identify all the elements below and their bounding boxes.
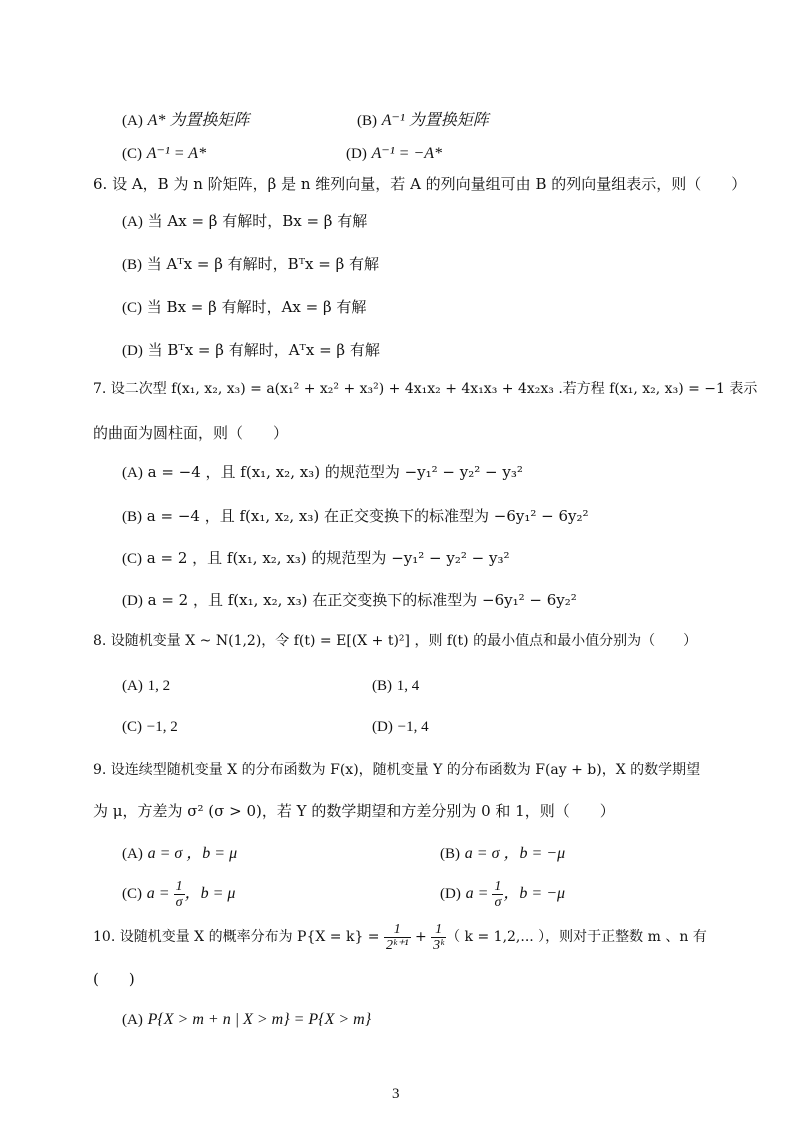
q10-stem-line2: ( ) [93, 970, 135, 988]
q9-stem-line2: 为 μ，方差为 σ² (σ > 0)，若 Y 的数学期望和方差分别为 0 和 1，则（ ） [93, 802, 615, 820]
q5-option-c: (C) A⁻¹ = A* [122, 145, 207, 162]
q9-option-d: (D) a = $\frac{1}{\sigma}$ ，b = −μ [440, 878, 566, 910]
q9-option-a: (A) a = σ ，b = μ [122, 845, 238, 862]
q7-option-c: (C) a = 2 ，且 f(x₁, x₂, x₃) 的规范型为 −y₁² − y₂² − y₃² [122, 549, 510, 567]
q5-option-a: (A) A* 为置换矩阵 [122, 112, 250, 129]
q5-option-d: (D) A⁻¹ = −A* [346, 145, 442, 162]
q8-option-c: (C) −1, 2 [122, 719, 178, 735]
q8-option-d: (D) −1, 4 [372, 719, 429, 735]
fraction: $\frac{1}{\sigma}$ [175, 878, 183, 910]
fraction: $\frac{1}{\text{3ᵏ}}$ [433, 921, 445, 953]
q9-option-c: (C) a = $\frac{1}{\sigma}$ ，b = μ [122, 878, 236, 910]
q6-option-d: (D) 当 Bᵀx = β 有解时，Aᵀx = β 有解 [122, 341, 380, 359]
fraction: $\frac{1}{\sigma}$ [494, 878, 502, 910]
q7-stem-line2: 的曲面为圆柱面，则（ ） [93, 424, 289, 442]
q6-option-a: (A) 当 Ax = β 有解时，Bx = β 有解 [122, 212, 368, 230]
q7-stem-line1: 7. 设二次型 f(x₁, x₂, x₃) = a(x₁² + x₂² + x₃²) + 4x₁x₂ + 4x₁x₃ + 4x₂x₃ .若方程 f(x₁, x₂, x₃) = −1 表示 [93, 381, 758, 397]
q10-option-a: (A) P{X > m + n | X > m} = P{X > m} [122, 1011, 372, 1028]
q9-option-b: (B) a = σ ，b = −μ [440, 845, 566, 862]
q7-option-d: (D) a = 2 ，且 f(x₁, x₂, x₃) 在正交变换下的标准型为 −6y₁² − 6y₂² [122, 591, 577, 609]
page-number: 3 [392, 1086, 400, 1102]
fraction: $\frac{1}{\text{2ᵏ⁺¹}}$ [385, 921, 409, 953]
q7-option-a: (A) a = −4 ，且 f(x₁, x₂, x₃) 的规范型为 −y₁² − y₂² − y₃² [122, 463, 523, 481]
q9-stem-line1: 9. 设连续型随机变量 X 的分布函数为 F(x)，随机变量 Y 的分布函数为 F(ay + b)，X 的数学期望 [93, 762, 701, 778]
q5-option-b: (B) A⁻¹ 为置换矩阵 [357, 112, 489, 129]
q8-option-b: (B) 1, 4 [372, 678, 420, 694]
q6-stem: 6. 设 A，B 为 n 阶矩阵，β 是 n 维列向量，若 A 的列向量组可由 B 的列向量组表示，则（ ） [93, 175, 747, 193]
q8-option-a: (A) 1, 2 [122, 678, 171, 694]
q7-option-b: (B) a = −4 ，且 f(x₁, x₂, x₃) 在正交变换下的标准型为 −6y₁² − 6y₂² [122, 507, 589, 525]
q8-stem: 8. 设随机变量 X ~ N(1,2)，令 f(t) = E[(X + t)²] ，则 f(t) 的最小值点和最小值分别为（ ） [93, 633, 698, 649]
q10-stem: 10. 设随机变量 X 的概率分布为 P{X = k} = $\frac{1}{\text{2ᵏ⁺¹}}$ + $\frac{1}{\text{3ᵏ}}$ （ k = 1,2,... ），则对于正整数 m 、n 有 [93, 921, 707, 953]
q6-option-b: (B) 当 Aᵀx = β 有解时，Bᵀx = β 有解 [122, 255, 380, 273]
q6-option-c: (C) 当 Bx = β 有解时，Ax = β 有解 [122, 298, 367, 316]
